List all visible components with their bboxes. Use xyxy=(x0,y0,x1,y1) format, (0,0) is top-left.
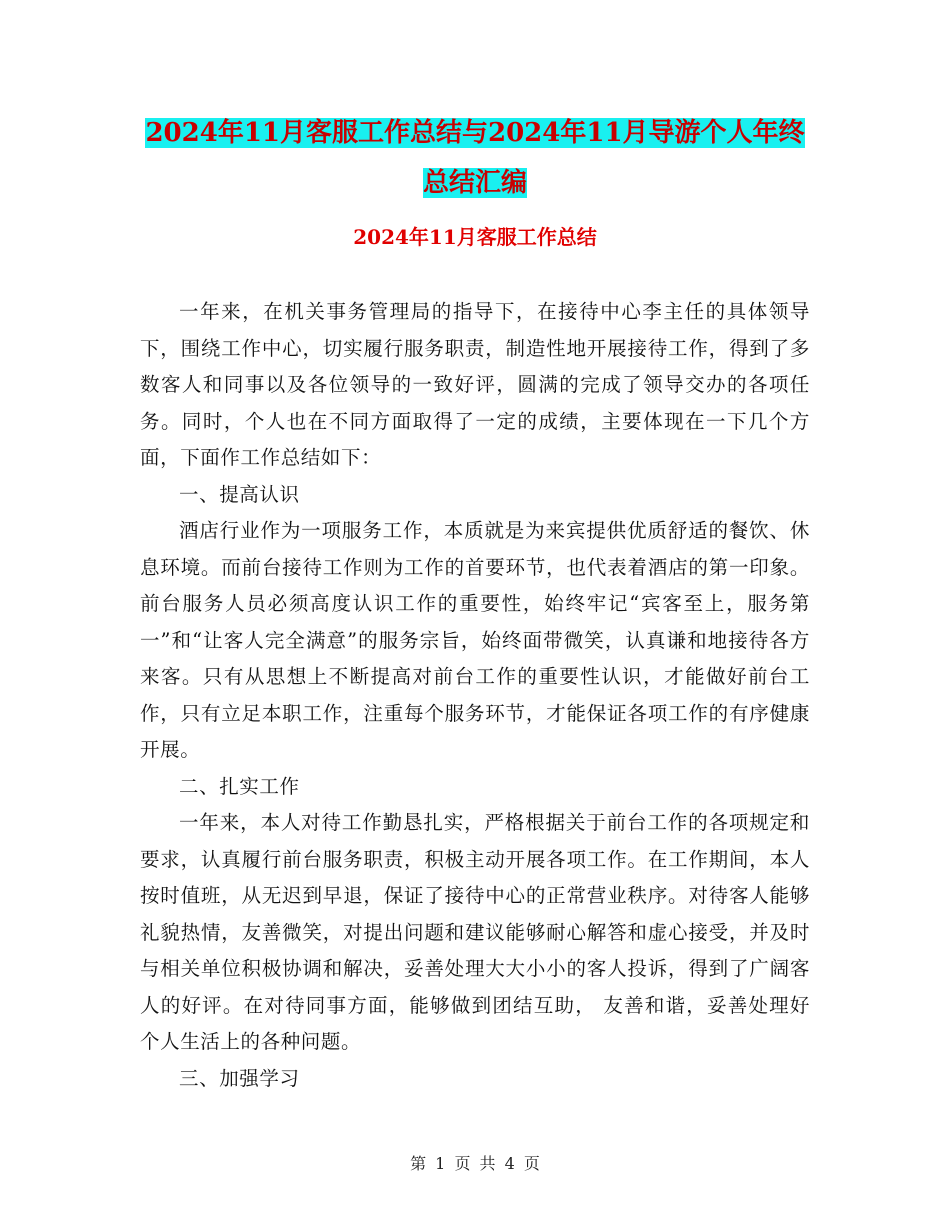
paragraph: 酒店行业作为一项服务工作，本质就是为来宾提供优质舒适的餐饮、休息环境。而前台接待工作则为工作的首要环节，也代表着酒店的第一印象。前台服务人员必须高度认识工作的重要性，始终牢记“宾客至上，服务第一”和“让客人完全满意”的服务宗旨，始终面带微笑，认真谦和地接待各方来客。只有从思想上不断提高对前台工作的重要性认识，才能做好前台工作，只有立足本职工作，注重每个服务环节，才能保证各项工作的有序健康开展。 xyxy=(140,519,810,761)
document-title xyxy=(140,108,810,208)
section-heading: 一、提高认识 xyxy=(179,482,300,506)
paragraph: 一年来，在机关事务管理局的指导下，在接待中心李主任的具体领导下，围绕工作中心，切实履行服务职责，制造性地开展接待工作，得到了多数客人和同事以及各位领导的一致好评，圆满的完成了领导交办的各项任务。同时，个人也在不同方面取得了一定的成绩，主要体现在一下几个方面，下面作工作总结如下： xyxy=(140,300,810,469)
section-heading: 二、扎实工作 xyxy=(179,774,300,798)
document-title-text: 2024年11月客服工作总结与2024年11月导游个人年终总结汇编 xyxy=(145,118,805,198)
section-heading: 三、加强学习 xyxy=(179,1066,300,1090)
section-title: 2024年11月客服工作总结 xyxy=(353,225,597,249)
paragraph: 一年来，本人对待工作勤恳扎实，严格根据关于前台工作的各项规定和要求，认真履行前台服务职责，积极主动开展各项工作。在工作期间，本人按时值班，从无迟到早退，保证了接待中心的正常营业秩序。对待客人能够礼貌热情，友善微笑，对提出问题和建议能够耐心解答和虚心接受，并及时与相关单位积极协调和解决，妥善处理大大小小的客人投诉，得到了广阔客人的好评。在对待同事方面，能够做到团结互助， 友善和谐，妥善处理好个人生活上的各种问题。 xyxy=(140,811,810,1053)
document-body xyxy=(140,294,810,1097)
page-footer: 第 1 页 共 4 页 xyxy=(410,1154,540,1173)
